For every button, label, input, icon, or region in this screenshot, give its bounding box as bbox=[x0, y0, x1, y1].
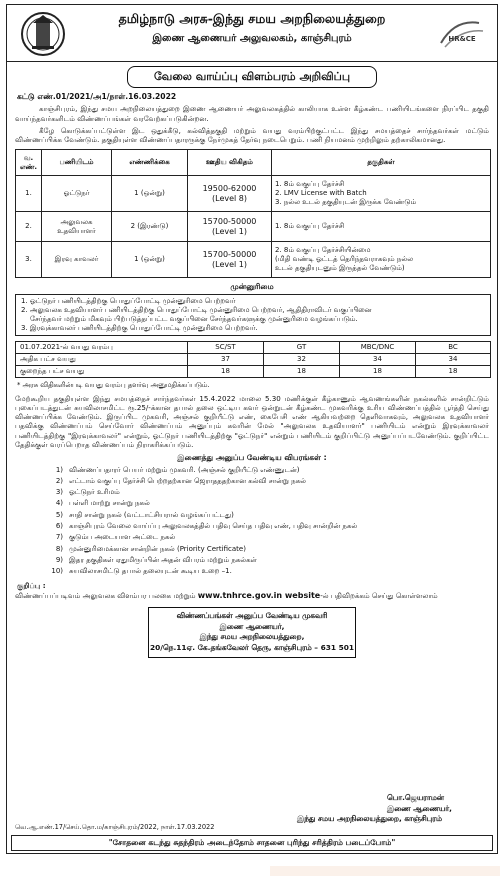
pay-level: (Level 1) bbox=[212, 226, 247, 236]
col-header-quals: தகுதிகள் bbox=[272, 150, 491, 176]
age-header-mbc: MBC/DNC bbox=[340, 342, 416, 354]
header bbox=[7, 5, 497, 61]
age-cell: 34 bbox=[416, 354, 491, 366]
note-label: குறிப்பு : bbox=[17, 581, 46, 591]
posts-table-header bbox=[16, 150, 491, 176]
qual-item: 3. நல்ல உடல் தகுதியுடன் இருக்க வேண்டும் bbox=[275, 198, 417, 207]
notice-title: வேலை வாய்ப்பு விளம்பரம் அறிவிப்பு bbox=[127, 66, 377, 88]
hrce-logo-text: HR&CE bbox=[448, 35, 476, 43]
address-box bbox=[148, 607, 356, 658]
header-rule bbox=[7, 61, 497, 62]
table-row bbox=[16, 366, 491, 378]
row-count: 2 (இரண்டு) bbox=[112, 212, 188, 242]
preference-box bbox=[15, 294, 491, 336]
pay-level: (Level 8) bbox=[212, 193, 247, 203]
qual-item: 2. LMV License with Batch bbox=[275, 189, 367, 198]
notice-page bbox=[6, 4, 498, 854]
intro-paragraph-1: காஞ்சிபுரம், இந்து சமய அறநிலையத்துறை இணை ஆணையர் அலுவலகத்தில் காலியாக உள்ள கீழ்கண்ட பணியிடங்களை நிரப்பிட தகுதி வாய்ந்தவர்களிடம் விண்ணப்பங்கள் வரவேற்கப்படுகின்றன. bbox=[15, 104, 489, 123]
row-post: அலுவலக உதவியாளர் bbox=[42, 212, 112, 242]
release-reference: வெ.ஆ.எண்.17/செய்.தொ.ம/காஞ்சிபுரம்/2022, நாள்.17.03.2022 bbox=[15, 823, 215, 831]
row-quals bbox=[272, 212, 491, 242]
qual-item: 2. 8ம் வகுப்பு தேர்ச்சியின்மை bbox=[275, 246, 371, 255]
list-item: 10) சுயவிலாசமிட்டு தபால் தலையுடன் கூடிய உறை –1. bbox=[51, 567, 232, 576]
qual-item: 1. 8ம் வகுப்பு தேர்ச்சி bbox=[275, 180, 345, 189]
documents-title: இணைத்து அனுப்ப வேண்டிய விபரங்கள் : bbox=[177, 453, 327, 463]
signatory-name: பொ.ஜெயராமன் bbox=[387, 793, 444, 802]
row-quals bbox=[272, 242, 491, 278]
row-pay bbox=[188, 176, 272, 212]
header-line-2: இணை ஆணையர் அலுவலகம், காஞ்சிபுரம் bbox=[152, 33, 352, 44]
posts-table bbox=[15, 149, 491, 278]
table-row bbox=[16, 212, 491, 242]
list-item: 7) குடும்ப அடையாள அட்டை நகல் bbox=[55, 533, 176, 542]
age-cell: 34 bbox=[340, 354, 416, 366]
age-limit-table bbox=[15, 341, 491, 378]
row-post: ஓட்டுநர் bbox=[42, 176, 112, 212]
row-sno: 2. bbox=[16, 212, 42, 242]
list-item: 5) சாதி சான்று நகல் (வட்டாட்சியரால் வழங்கப்பட்டது) bbox=[55, 510, 234, 519]
preference-title: முன்னுரிமை bbox=[230, 282, 274, 292]
list-item: 8) முன்னுரிமைக்கான சான்றின் நகல் (Priority Certificate) bbox=[55, 544, 246, 553]
signatory-designation: இணை ஆணையர், bbox=[387, 803, 452, 813]
address-line: இணை ஆணையர், bbox=[219, 621, 285, 631]
signatory-office: இந்து சமய அறநிலையத்துறை, காஞ்சிபுரம் bbox=[297, 814, 442, 824]
age-cell: 18 bbox=[340, 366, 416, 378]
age-cell: 32 bbox=[264, 354, 340, 366]
website-link[interactable]: www.tnhrce.gov.in website bbox=[197, 591, 321, 601]
pay-level: (Level 1) bbox=[212, 259, 247, 269]
row-post: இரவு காவலர் bbox=[42, 242, 112, 278]
col-header-count: எண்ணிக்கை bbox=[112, 150, 188, 176]
list-item: 2) எட்டாம் வகுப்பு தேர்ச்சி பெற்றதற்கான ஜெராதததற்கான கல்வி சான்று நகல் bbox=[55, 476, 306, 485]
list-item: 9) இதர தகுதிகள் ஏதுமிருப்பின் அதன் விபரம் மற்றும் நகல்கள் bbox=[55, 555, 257, 564]
hrce-logo-icon bbox=[435, 13, 489, 53]
age-cell: 18 bbox=[264, 366, 340, 378]
pay-scale: 15700-50000 bbox=[202, 216, 257, 226]
list-item: 3) ஓட்டுநர் உரிமம் bbox=[55, 488, 120, 497]
age-row-label: அதிக பட்ச வயது bbox=[16, 354, 188, 366]
row-count: 1 (ஒன்று) bbox=[112, 242, 188, 278]
age-cell: 37 bbox=[188, 354, 264, 366]
table-row bbox=[16, 176, 491, 212]
row-sno: 1. bbox=[16, 176, 42, 212]
application-instructions: மேற்கூறிய தகுதியுள்ள இந்து சமயத்தைச் சார்ந்தவர்கள் 15.4.2022 மாலை 5.30 மணிக்குள் கீழ்காணும் ஆவணங்களின் நகல்களில் சான்றிட்டும் புகைப்படத்துடன் சுயவிலாசமிட்ட ரூ.25/-க்கான தபால் தலை ஒட்டிய கவர் ஒன்றுடன் கீழ்கண்ட முகவரிக்கு உரிய விண்ணப்பத்தில் பூர்த்தி செய்து விண்ணப்பிக்க வேண்டும். இருப்பிட முகவரி, அஞ்சல் குறியீட்டு எண், கைபேசி எண் ஆகியவற்றை தெளிவாகவும், அலுவலக உதவியாளர் பதவிக்கு விண்ணப்பம் செய்வோர் விண்ணப்பம் அனுப்பும் கவரின் மேல் "அலுவலக உதவியாளர்" பணியிடம் என்றும் இரவுக்காவலர் பணியிடத்திற்கு "இரவுக்காவலர்" என்றும், ஓட்டுநர் பணியிடத்திற்கு "ஓட்டுநர்" என்றும் பணியிடம் குறிப்பிட்டு அனுப்பப்படவேண்டும். குறிப்பிட்ட தேதிக்குள் வரப்பெறாத விண்ணப்பம் நிராகரிக்கப்படும். bbox=[15, 393, 489, 449]
bottom-strip bbox=[270, 866, 500, 876]
table-row bbox=[16, 354, 491, 366]
tamilnadu-emblem-icon bbox=[19, 11, 67, 57]
list-item: 6) காஞ்சிபுரம் வேலை வாய்ப்பு அலுவலகத்தில் பதிவு செய்த பதிவு எண், பதிவு சான்றின் நகல் bbox=[55, 521, 358, 530]
list-item: சேர்ந்தவர் மற்றும் மிகவும் பிற்படுத்தப்பட்ட வகுப்பினை சேர்ந்தவர்களுக்கு முன்னுரிமை வழங்கப்படும். bbox=[30, 315, 358, 324]
age-header-bc: BC bbox=[416, 342, 491, 354]
signature-block bbox=[267, 793, 487, 825]
pay-scale: 19500-62000 bbox=[202, 183, 257, 193]
documents-list bbox=[43, 466, 497, 579]
row-sno: 3. bbox=[16, 242, 42, 278]
list-item: 1) விண்ணப்பதாரர் பெயர் மற்றும் முகவரி. (அஞ்சல் குறியீட்டு எண்ணுடன்) bbox=[55, 465, 300, 474]
age-cell: 18 bbox=[416, 366, 491, 378]
download-note: விண்ணப்பப்படிவம் அலுவலக விளம்பர பலகை மற்றும் www.tnhrce.gov.in website-ல் பதிவிறக்கம் செய்து கொள்ளலாம் bbox=[15, 591, 438, 601]
age-row-label: குறைந்த பட்ச வயது bbox=[16, 366, 188, 378]
table-row bbox=[16, 242, 491, 278]
col-header-post: பணியிடம் bbox=[42, 150, 112, 176]
address-line: விண்ணப்பங்கள் அனுப்ப வேண்டிய முகவரி bbox=[176, 610, 328, 620]
list-item: 4) பள்ளி மாற்று சான்று நகல் bbox=[55, 499, 150, 508]
qual-item: (மிதி வண்டி ஓட்டத் தெரிந்தவராகவும் நல்ல bbox=[275, 255, 414, 264]
col-header-sno: வ. எண். bbox=[16, 150, 42, 176]
qual-item: 1. 8ம் வகுப்பு தேர்ச்சி bbox=[275, 222, 345, 231]
header-line-1: தமிழ்நாடு அரசு-இந்து சமய அறநிலையத்துறை bbox=[118, 11, 386, 26]
age-cell: 18 bbox=[188, 366, 264, 378]
intro-paragraph-2: கீழே கொடுக்கப்பட்டுள்ள இட ஒதுக்கீடு, கல்வித்தகுதி மற்றும் வயது வரம்பிற்குட்பட்ட இந்து சமயத்தைச் சார்ந்தவர்கள் மட்டும் விண்ணப்பிக்க வேண்டும். தகுதியுள்ள விண்ணப்பதாரருக்கு நேர்முகத் தேர்வு நடைபெறும். பணி நியமனம் முற்றிலும் தற்காலிகமானது. bbox=[15, 125, 489, 145]
list-item: 3. இரவுக்காவலர் பணியிடத்திற்கு பொதுப்போட்டி முன்னுரிமை பெற்றவர். bbox=[21, 324, 258, 333]
row-pay bbox=[188, 242, 272, 278]
row-count: 1 (ஒன்று) bbox=[112, 176, 188, 212]
list-item: 1. ஓட்டுநர் பணியிடத்திற்கு பொதுப்போட்டி முன்னுரிமை பெற்றவர் bbox=[21, 296, 236, 305]
age-relaxation-note: * அரசு விதிகளின்படி வயது வரம்பு தளர்வு அனுமதிக்கப்படும். bbox=[17, 381, 210, 390]
qual-item: உடல் தகுதியுடனும் இருத்தல் வேண்டும்) bbox=[275, 264, 405, 273]
age-header-label: 01.07.2021-ல் வயது வரம்பு bbox=[16, 342, 188, 354]
slogan: "சோதனை கடந்து சுதந்திரம் அடைந்தோம் சாதனை புரிந்து சரித்திரம் படைப்போம்" bbox=[11, 835, 493, 851]
address-line: இந்து சமய அறநிலையத்துறை, bbox=[199, 632, 305, 642]
address-line: 20/நெ.11ஏ. கே.தங்கவேலர் தெரு, காஞ்சிபுரம் – 631 501 bbox=[149, 643, 355, 653]
age-header-scst: SC/ST bbox=[188, 342, 264, 354]
pay-scale: 15700-50000 bbox=[202, 249, 257, 259]
list-item: 2. அலுவலக உதவியாளர் பணியிடத்திற்கு பொதுப்போட்டி முன்னுரிமை பெற்றவர், ஆதிதிராவிடர் வகுப்பினை bbox=[21, 305, 372, 314]
age-header-gt: GT bbox=[264, 342, 340, 354]
table-row bbox=[16, 342, 491, 354]
row-pay bbox=[188, 212, 272, 242]
reference-number: கட்டு எண்.01/2021/அ1/நாள்.16.03.2022 bbox=[17, 92, 177, 101]
col-header-pay: ஊதிய விகிதம் bbox=[188, 150, 272, 176]
row-quals bbox=[272, 176, 491, 212]
